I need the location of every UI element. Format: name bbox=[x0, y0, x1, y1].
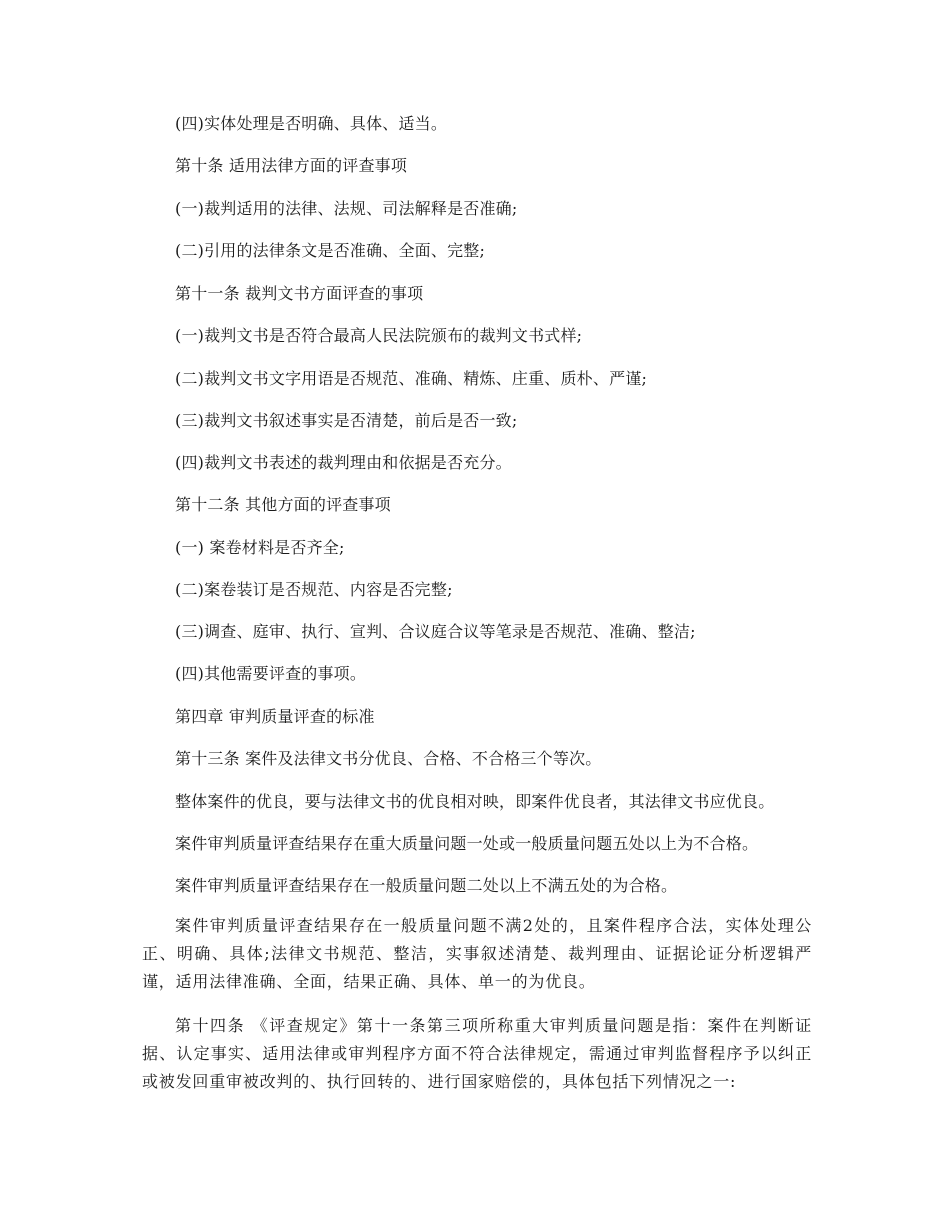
text-line: (四)其他需要评查的事项。 bbox=[175, 664, 367, 683]
article-heading: 第十三条 案件及法律文书分优良、合格、不合格三个等次。 bbox=[175, 749, 602, 768]
text-line: (一)裁判适用的法律、法规、司法解释是否准确; bbox=[175, 199, 518, 218]
text-line: (二)引用的法律条文是否准确、全面、完整; bbox=[175, 241, 486, 260]
text-line: (二)裁判文书文字用语是否规范、准确、精炼、庄重、质朴、严谨; bbox=[175, 369, 648, 388]
text-line: (一)裁判文书是否符合最高人民法院颁布的裁判文书式样; bbox=[175, 326, 583, 345]
paragraph-excellent-criteria: 案件审判质量评查结果存在一般质量问题不满2处的，且案件程序合法，实体处理公正、明确、具体;法律文书规范、整洁，实事叙述清楚、裁判理由、证据论证分析逻辑严谨，适用法律准确、全面，结果正确、具体、单一的为优良。 bbox=[142, 916, 812, 991]
text-line: (四)裁判文书表述的裁判理由和依据是否充分。 bbox=[175, 453, 512, 472]
text-line: 整体案件的优良，要与法律文书的优良相对映，即案件优良者，其法律文书应优良。 bbox=[175, 792, 775, 811]
article-heading: 第十条 适用法律方面的评查事项 bbox=[175, 156, 408, 175]
text-line: (二)案卷装订是否规范、内容是否完整; bbox=[175, 580, 453, 599]
chapter-heading: 第四章 审判质量评查的标准 bbox=[175, 707, 375, 726]
article-heading: 第十一条 裁判文书方面评查的事项 bbox=[175, 284, 424, 303]
paragraph-article-14: 第十四条 《评查规定》第十一条第三项所称重大审判质量问题是指：案件在判断证据、认定事实、适用法律或审判程序方面不符合法律规定，需通过审判监督程序予以纠正或被发回重审被改判的、执行回转的、进行国家赔偿的，具体包括下列情况之一: bbox=[142, 1016, 812, 1091]
text-line: (三)裁判文书叙述事实是否清楚，前后是否一致; bbox=[175, 411, 518, 430]
text-line: (四)实体处理是否明确、具体、适当。 bbox=[175, 114, 448, 133]
article-heading: 第十二条 其他方面的评查事项 bbox=[175, 495, 391, 514]
text-line: 案件审判质量评查结果存在一般质量问题二处以上不满五处的为合格。 bbox=[175, 876, 678, 895]
text-line: (三)调查、庭审、执行、宣判、合议庭合议等笔录是否规范、准确、整洁; bbox=[175, 622, 696, 641]
text-line: (一) 案卷材料是否齐全; bbox=[175, 538, 345, 557]
text-line: 案件审判质量评查结果存在重大质量问题一处或一般质量问题五处以上为不合格。 bbox=[175, 834, 759, 853]
